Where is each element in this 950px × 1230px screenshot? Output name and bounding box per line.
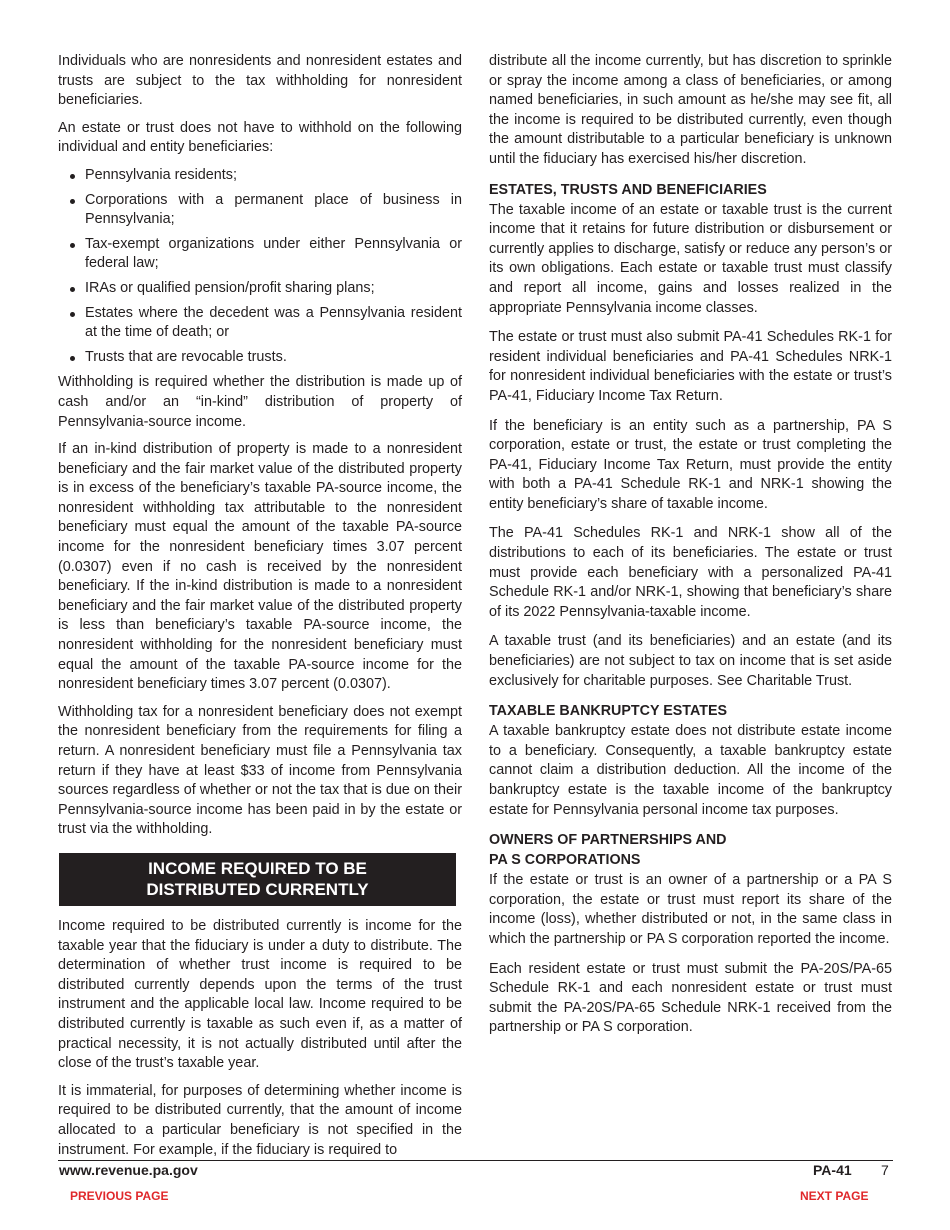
paragraph: If the estate or trust is an owner of a partnership or a PA S corporation, the estate or trust must report its share of the income (loss), whether distributed or not, in the same class in which the partnership or PA S corporation reported the income. — [489, 872, 892, 947]
paragraph: An estate or trust does not have to withhold on the following individual and entity beneficiaries: — [58, 119, 462, 156]
form-id: PA-41 — [813, 1162, 852, 1178]
heading-line: OWNERS OF PARTNERSHIPS AND — [489, 832, 727, 849]
section-banner — [59, 853, 456, 906]
section-heading: TAXABLE BANKRUPTCY ESTATES — [489, 703, 728, 720]
list-item: Trusts that are revocable trusts. — [58, 348, 462, 368]
paragraph: The PA-41 Schedules RK-1 and NRK-1 show all of the distributions to each of its beneficiaries. The estate or trust must provide each beneficiary with a personalized PA-41 Schedule RK-1 and/or NRK-1, showing that beneficiary’s share of its 2022 Pennsylvania-taxable income. — [489, 525, 892, 620]
banner-line: INCOME REQUIRED TO BE — [148, 858, 367, 878]
paragraph: If the beneficiary is an entity such as a partnership, PA S corporation, estate or trust, the estate or trust completing the PA-41, Fiduciary Income Tax Return, must provide the entity with both a PA-41 Schedule RK-1 and NRK-1 showing the entity beneficiary’s share of taxable income. — [489, 417, 892, 512]
heading-line: PA S CORPORATIONS — [489, 852, 641, 869]
list-item: Pennsylvania residents; — [58, 166, 462, 186]
right-column — [489, 52, 892, 1048]
paragraph: A taxable trust (and its beneficiaries) and an estate (and its beneficiaries) are not subject to tax on income that is set aside exclusively for charitable purposes. See Charitable Trust. — [489, 633, 892, 689]
list-item: Corporations with a permanent place of business in Pennsylvania; — [58, 191, 462, 230]
paragraph: A taxable bankruptcy estate does not distribute estate income to a beneficiary. Consequently, a taxable bankruptcy estate cannot claim a distribution deduction. All the income of the bankruptcy estate is the taxable income of the bankruptcy estate for Pennsylvania personal income tax purposes. — [489, 723, 892, 818]
section-heading — [489, 830, 892, 870]
paragraph: The estate or trust must also submit PA-41 Schedules RK-1 for resident individual beneficiaries and PA-41 Schedules NRK-1 for nonresident individual beneficiaries with the estate or trust’s PA-41, Fiduciary Income Tax Return. — [489, 329, 892, 404]
exempt-beneficiaries-list — [58, 166, 462, 367]
section-heading: ESTATES, TRUSTS AND BENEFICIARIES — [489, 181, 767, 198]
list-item: Estates where the decedent was a Pennsylvania resident at the time of death; or — [58, 304, 462, 343]
list-item: IRAs or qualified pension/profit sharing plans; — [58, 279, 462, 299]
next-page-link[interactable]: NEXT PAGE — [800, 1189, 869, 1203]
paragraph: It is immaterial, for purposes of determining whether income is required to be distributed currently, that the amount of income allocated to a particular beneficiary is not specified in the instrument. For example, if the fiduciary is required to — [58, 1082, 462, 1158]
paragraph: Withholding tax for a nonresident beneficiary does not exempt the nonresident beneficiary from the requirements for filing a return. A nonresident beneficiary must file a Pennsylvania tax return if they have at least $33 of income from Pennsylvania sources regardless of whether or not the tax that is due on their Pennsylvania-source income has been paid in by the estate or trust via the withholding. — [58, 703, 462, 838]
banner-line: DISTRIBUTED CURRENTLY — [146, 879, 369, 899]
paragraph: Income required to be distributed currently is income for the taxable year that the fiduciary is under a duty to distribute. The determination of whether trust income is required to be distributed currently depends upon the terms of the trust instrument and the applicable local law. Income required to be distributed currently is taxable as such even if, as a matter of practical necessity, it is not actually distributed until after the close of the trust’s taxable year. — [58, 917, 462, 1072]
left-column — [58, 52, 462, 1168]
page-number: 7 — [881, 1162, 889, 1178]
paragraph: Individuals who are nonresidents and nonresident estates and trusts are subject to the tax withholding for nonresident beneficiaries. — [58, 53, 462, 109]
paragraph: If an in-kind distribution of property is made to a nonresident beneficiary and the fair market value of the distributed property is in excess of the beneficiary’s taxable PA-source income, the nonresident withholding tax attributable to the nonresident beneficiary must equal the amount of the taxable PA-source income for the nonresident beneficiary times 3.07 percent (0.0307) even if no cash is received by the nonresident beneficiary. If the in-kind distribution is made to a nonresident beneficiary and the fair market value of the distributed property is less than beneficiary’s taxable PA-source income, the nonresident withholding for the nonresident beneficiary must equal the amount of the taxable PA-source income for the nonresident beneficiary times 3.07 percent (0.0307). — [58, 441, 462, 693]
footer-divider — [58, 1160, 893, 1161]
previous-page-link[interactable]: PREVIOUS PAGE — [70, 1189, 169, 1203]
paragraph: Withholding is required whether the distribution is made up of cash and/or an “in-kind” distribution of property of Pennsylvania-source income. — [58, 374, 462, 430]
paragraph: The taxable income of an estate or taxable trust is the current income that it retains for future distribution or disbursement or currently applies to discharge, satisfy or reduce any person’s or its own obligations. Each estate or taxable trust must classify and report all income, gains and losses realized in the appropriate Pennsylvania income classes. — [489, 201, 892, 316]
website-url: www.revenue.pa.gov — [59, 1162, 198, 1178]
paragraph: distribute all the income currently, but has discretion to sprinkle or spray the income among a class of beneficiaries, or among named beneficiaries, in such amount as he/she may see fit, all the income is required to be distributed currently, even though the amount distributable to a particular beneficiary is unknown until the fiduciary has exercised his/her discretion. — [489, 53, 892, 167]
paragraph: Each resident estate or trust must submit the PA-20S/PA-65 Schedule RK-1 and each nonresident estate or trust must submit the PA-20S/PA-65 Schedule NRK-1 received from the partnership or PA S corporation. — [489, 960, 892, 1036]
list-item: Tax-exempt organizations under either Pennsylvania or federal law; — [58, 235, 462, 274]
